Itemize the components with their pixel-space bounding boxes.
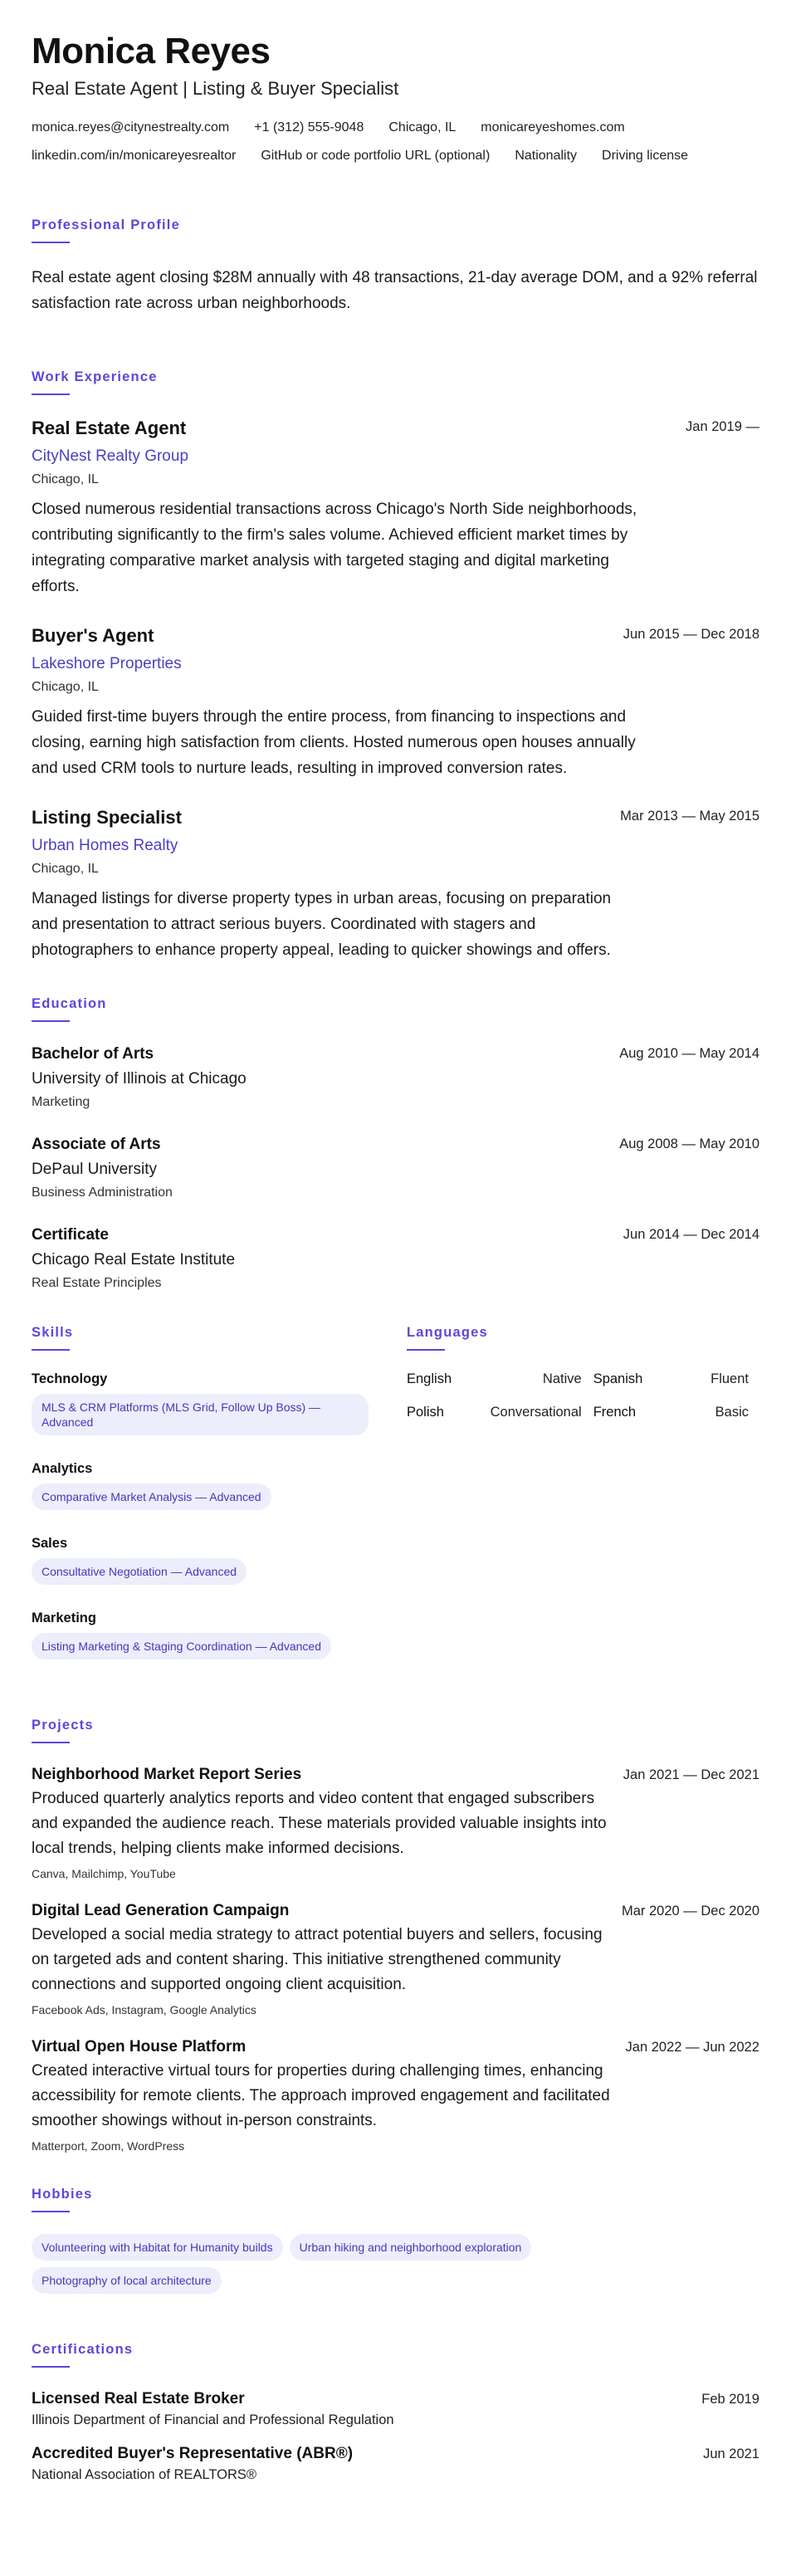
contact-nationality: Nationality: [515, 149, 578, 163]
certification-issuer: National Association of REALTORS®: [32, 2467, 257, 2482]
project-title: Virtual Open House Platform: [32, 2038, 247, 2055]
education-section: [32, 996, 759, 1292]
skill-category: Marketing: [32, 1611, 96, 1625]
project-tools: Canva, Mailchimp, YouTube: [32, 1867, 176, 1880]
section-title: Certifications: [32, 2342, 134, 2357]
project-title: Digital Lead Generation Campaign: [32, 1902, 290, 1919]
section-divider: [32, 1742, 70, 1743]
job-entry: [32, 806, 759, 963]
section-title: Projects: [32, 1718, 94, 1733]
section-title: Professional Profile: [32, 218, 180, 232]
skill-chip: Comparative Market Analysis — Advanced: [32, 1484, 271, 1510]
skill-group: [32, 1460, 374, 1515]
section-title: Hobbies: [32, 2187, 93, 2202]
job-date: Jun 2015 — Dec 2018: [623, 627, 759, 642]
education-date: Jun 2014 — Dec 2014: [623, 1227, 759, 1242]
section-divider: [32, 2211, 70, 2212]
school: University of Illinois at Chicago: [32, 1070, 247, 1088]
language-level: Conversational: [490, 1405, 582, 1420]
certification-title: Licensed Real Estate Broker: [32, 2390, 245, 2407]
skill-category: Technology: [32, 1371, 108, 1386]
job-employer: Urban Homes Realty: [32, 837, 178, 854]
skill-group: [32, 1371, 374, 1440]
hobby-chip: Volunteering with Habitat for Humanity builds: [32, 2234, 283, 2261]
field-of-study: Business Administration: [32, 1185, 173, 1200]
section-title: Skills: [32, 1325, 74, 1340]
hobby-chip: Photography of local architecture: [32, 2267, 222, 2294]
contact-linkedin[interactable]: linkedin.com/in/monicareyesrealtor: [32, 149, 237, 163]
project-date: Jan 2022 — Jun 2022: [625, 2040, 759, 2055]
education-entry: [32, 1044, 759, 1111]
experience-section: [32, 369, 759, 963]
project-description: Created interactive virtual tours for properties during challenging times, enhancing accessibility for remote clients. The approach improved engagement and facilitated smoother showings without in-person constraints.: [32, 2062, 610, 2129]
skills-section: [32, 1325, 374, 1684]
education-entry: [32, 1134, 759, 1201]
school: Chicago Real Estate Institute: [32, 1251, 236, 1268]
languages-section: [407, 1325, 754, 1684]
section-divider: [32, 1349, 70, 1351]
certification-entry: [32, 2444, 759, 2484]
project-entry: [32, 2037, 759, 2153]
job-description: Guided first-time buyers through the entire process, from financing to inspections and closing, earning high satisfaction from clients. Hosted numerous open houses annually and used CRM tools to nurture leads, resulting in improved conversion rates.: [32, 708, 636, 777]
job-location: Chicago, IL: [32, 680, 99, 694]
language-level: Basic: [715, 1405, 749, 1420]
skill-group: [32, 1535, 374, 1590]
language-name: French: [593, 1405, 637, 1420]
section-title: Work Experience: [32, 369, 158, 384]
skill-chip: Listing Marketing & Staging Coordination — Advanced: [32, 1633, 331, 1659]
section-title: Languages: [407, 1325, 488, 1340]
certification-date: Jun 2021: [703, 2446, 759, 2461]
skills-languages-row: [32, 1325, 759, 1684]
certification-date: Feb 2019: [701, 2392, 759, 2407]
job-employer: CityNest Realty Group: [32, 447, 189, 465]
contact-email[interactable]: monica.reyes@citynestrealty.com: [32, 120, 230, 134]
contact-website[interactable]: monicareyeshomes.com: [481, 120, 625, 134]
certifications-section: [32, 2342, 759, 2484]
project-tools: Facebook Ads, Instagram, Google Analytics: [32, 2003, 256, 2016]
job-title: Listing Specialist: [32, 807, 182, 828]
project-entry: [32, 1765, 759, 1881]
education-date: Aug 2008 — May 2010: [619, 1136, 759, 1151]
project-title: Neighborhood Market Report Series: [32, 1766, 302, 1783]
language-name: Spanish: [593, 1371, 643, 1386]
skill-chip: MLS & CRM Platforms (MLS Grid, Follow Up Boss) — Advanced: [32, 1394, 369, 1435]
candidate-headline: Real Estate Agent | Listing & Buyer Specialist: [32, 78, 399, 99]
job-location: Chicago, IL: [32, 862, 99, 876]
job-entry: [32, 417, 759, 599]
degree: Associate of Arts: [32, 1136, 161, 1153]
job-employer: Lakeshore Properties: [32, 655, 182, 672]
project-tools: Matterport, Zoom, WordPress: [32, 2139, 185, 2153]
project-date: Jan 2021 — Dec 2021: [623, 1767, 759, 1782]
project-description: Produced quarterly analytics reports and video content that engaged subscribers and expanded the audience reach. These materials provided valuable insights into local trends, helping clients make informed decisions.: [32, 1790, 607, 1857]
language-name: English: [407, 1371, 452, 1386]
project-description: Developed a social media strategy to attract potential buyers and sellers, focusing on targeted ads and content sharing. This initiative strengthened community connections and supported ongoing client acquisition.: [32, 1926, 603, 1993]
certification-issuer: Illinois Department of Financial and Professional Regulation: [32, 2412, 394, 2427]
job-description: Managed listings for diverse property types in urban areas, focusing on preparation and presentation to attract serious buyers. Coordinated with stagers and photographers to enhance property appeal, leading to quicker showings and offers.: [32, 890, 612, 959]
degree: Bachelor of Arts: [32, 1045, 154, 1063]
job-date: Mar 2013 — May 2015: [620, 809, 759, 824]
skill-group: [32, 1610, 374, 1664]
education-entry: [32, 1224, 759, 1292]
job-title: Real Estate Agent: [32, 418, 187, 438]
section-divider: [32, 242, 70, 243]
hobby-chip: Urban hiking and neighborhood exploration: [290, 2234, 532, 2261]
education-date: Aug 2010 — May 2014: [619, 1046, 759, 1061]
candidate-name: Monica Reyes: [32, 31, 271, 71]
skill-category: Analytics: [32, 1461, 93, 1476]
job-description: Closed numerous residential transactions across Chicago's North Side neighborhoods, contributing significantly to the firm's sales volume. Achieved efficient market times by integrating comparative market analysis with targeted staging and digital marketing efforts.: [32, 501, 637, 595]
projects-section: [32, 1718, 759, 2153]
language-list: [407, 1371, 754, 1420]
job-title: Buyer's Agent: [32, 625, 154, 646]
section-divider: [32, 393, 70, 395]
profile-summary: Real estate agent closing $28M annually with 48 transactions, 21-day average DOM, and a 92% referral satisfaction rate across urban neighborhoods.: [32, 269, 758, 312]
project-date: Mar 2020 — Dec 2020: [621, 1904, 759, 1919]
job-entry: [32, 624, 759, 781]
skill-category: Sales: [32, 1536, 68, 1551]
section-divider: [407, 1349, 445, 1351]
language-level: Native: [542, 1371, 582, 1386]
certification-title: Accredited Buyer's Representative (ABR®): [32, 2445, 354, 2462]
certification-entry: [32, 2389, 759, 2429]
field-of-study: Real Estate Principles: [32, 1276, 162, 1290]
contact-location: Chicago, IL: [388, 120, 457, 134]
language-level: Fluent: [710, 1371, 749, 1386]
resume-header: [32, 30, 759, 164]
hobbies-section: [32, 2187, 759, 2294]
section-divider: [32, 2366, 70, 2368]
section-title: Education: [32, 996, 107, 1011]
degree: Certificate: [32, 1226, 109, 1244]
contact-driving-license: Driving license: [602, 149, 689, 163]
section-divider: [32, 1020, 70, 1022]
contact-phone[interactable]: +1 (312) 555-9048: [254, 120, 364, 134]
contact-github: GitHub or code portfolio URL (optional): [261, 149, 491, 163]
contact-list: [32, 120, 759, 164]
profile-section: [32, 218, 759, 316]
field-of-study: Marketing: [32, 1095, 90, 1109]
project-entry: [32, 1901, 759, 2017]
job-location: Chicago, IL: [32, 472, 99, 486]
language-name: Polish: [407, 1405, 444, 1420]
skill-chip: Consultative Negotiation — Advanced: [32, 1558, 247, 1585]
hobby-list: [32, 2234, 613, 2294]
job-date: Jan 2019 —: [686, 419, 759, 434]
school: DePaul University: [32, 1161, 157, 1178]
